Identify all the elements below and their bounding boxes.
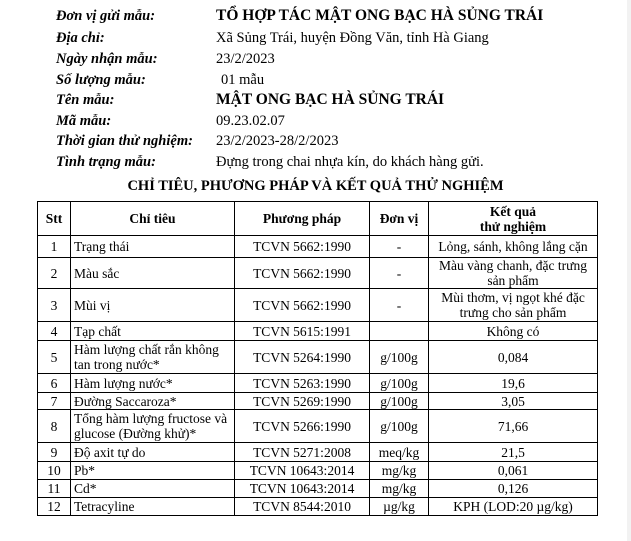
sender-label: Đơn vị gửi mẫu: xyxy=(56,8,156,24)
cell-method: TCVN 5266:1990 xyxy=(235,410,370,443)
sender-value: TỔ HỢP TÁC MẬT ONG BẠC HÀ SỦNG TRÁI xyxy=(216,7,544,24)
cell-unit: - xyxy=(370,236,429,258)
cell-indicator: Tetracyline xyxy=(71,498,235,516)
cell-method: TCVN 5269:1990 xyxy=(235,393,370,410)
cell-stt: 10 xyxy=(38,462,71,480)
quantity-label: Số lượng mẫu: xyxy=(56,72,146,88)
code-row xyxy=(0,111,631,131)
code-value: 09.23.02.07 xyxy=(216,113,285,129)
cell-result: 0,061 xyxy=(429,462,598,480)
cell-method: TCVN 5271:2008 xyxy=(235,443,370,462)
cell-method: TCVN 10643:2014 xyxy=(235,480,370,498)
cell-unit: - xyxy=(370,258,429,289)
table-row xyxy=(38,374,598,393)
table-row xyxy=(38,498,598,516)
cell-stt: 3 xyxy=(38,289,71,322)
cell-method: TCVN 10643:2014 xyxy=(235,462,370,480)
cell-stt: 4 xyxy=(38,322,71,341)
cell-result: Không có xyxy=(429,322,598,341)
cell-unit: mg/kg xyxy=(370,462,429,480)
cell-indicator: Hàm lượng nước* xyxy=(71,374,235,393)
cell-stt: 9 xyxy=(38,443,71,462)
condition-row xyxy=(0,152,631,172)
cell-indicator: Độ axit tự do xyxy=(71,443,235,462)
cell-method: TCVN 5615:1991 xyxy=(235,322,370,341)
page-edge xyxy=(627,0,631,541)
cell-unit: mg/kg xyxy=(370,480,429,498)
header-result-line2: thử nghiệm xyxy=(479,218,547,234)
cell-result: Lỏng, sánh, không lắng cặn xyxy=(429,236,598,258)
cell-indicator: Tổng hàm lượng fructose và glucose (Đường khử)* xyxy=(71,410,235,443)
table-row xyxy=(38,236,598,258)
cell-stt: 11 xyxy=(38,480,71,498)
header-stt: Stt xyxy=(38,202,71,236)
cell-indicator: Tạp chất xyxy=(71,322,235,341)
table-row xyxy=(38,410,598,443)
cell-result: 71,66 xyxy=(429,410,598,443)
received-label: Ngày nhận mẫu: xyxy=(56,51,158,67)
table-row xyxy=(38,289,598,322)
cell-indicator: Hàm lượng chất rắn không tan trong nước* xyxy=(71,341,235,374)
testtime-value: 23/2/2023-28/2/2023 xyxy=(216,133,339,149)
cell-stt: 2 xyxy=(38,258,71,289)
cell-method: TCVN 5263:1990 xyxy=(235,374,370,393)
address-label: Địa chỉ: xyxy=(56,30,105,46)
received-value: 23/2/2023 xyxy=(216,51,275,67)
cell-result: Mùi thơm, vị ngọt khé đặc trưng cho sản phẩm xyxy=(429,289,598,322)
table-row xyxy=(38,443,598,462)
sender-row xyxy=(0,6,631,26)
table-header-row xyxy=(38,202,598,236)
cell-unit: g/100g xyxy=(370,341,429,374)
cell-indicator: Màu sắc xyxy=(71,258,235,289)
table-row xyxy=(38,258,598,289)
cell-method: TCVN 5264:1990 xyxy=(235,341,370,374)
cell-indicator: Trạng thái xyxy=(71,236,235,258)
header-indicator: Chỉ tiêu xyxy=(71,202,235,236)
testtime-row xyxy=(0,131,631,151)
quantity-value: 01 mẫu xyxy=(221,72,265,88)
cell-indicator: Mùi vị xyxy=(71,289,235,322)
cell-stt: 8 xyxy=(38,410,71,443)
cell-stt: 5 xyxy=(38,341,71,374)
header-result xyxy=(429,202,598,236)
cell-result: KPH (LOD:20 µg/kg) xyxy=(429,498,598,516)
cell-result: 19,6 xyxy=(429,374,598,393)
table-row xyxy=(38,480,598,498)
cell-unit xyxy=(370,322,429,341)
cell-method: TCVN 8544:2010 xyxy=(235,498,370,516)
header-unit: Đơn vị xyxy=(370,202,429,236)
cell-result: 21,5 xyxy=(429,443,598,462)
header-result-line1: Kết quả xyxy=(489,203,537,219)
results-table xyxy=(37,201,598,516)
cell-indicator: Pb* xyxy=(71,462,235,480)
address-value: Xã Sủng Trái, huyện Đồng Văn, tỉnh Hà Giang xyxy=(216,30,489,46)
condition-label: Tình trạng mẫu: xyxy=(56,154,156,170)
cell-stt: 1 xyxy=(38,236,71,258)
cell-stt: 6 xyxy=(38,374,71,393)
table-row xyxy=(38,341,598,374)
cell-stt: 12 xyxy=(38,498,71,516)
name-row xyxy=(0,90,631,110)
received-row xyxy=(0,49,631,69)
cell-result: 0,126 xyxy=(429,480,598,498)
cell-method: TCVN 5662:1990 xyxy=(235,289,370,322)
name-label: Tên mẫu: xyxy=(56,92,115,108)
address-row xyxy=(0,28,631,48)
cell-result: Màu vàng chanh, đặc trưng sản phẩm xyxy=(429,258,598,289)
cell-indicator: Đường Saccaroza* xyxy=(71,393,235,410)
cell-unit: g/100g xyxy=(370,410,429,443)
table-row xyxy=(38,393,598,410)
table-row xyxy=(38,462,598,480)
testtime-label: Thời gian thử nghiệm: xyxy=(56,133,193,149)
name-value: MẬT ONG BẠC HÀ SỦNG TRÁI xyxy=(216,91,445,108)
cell-method: TCVN 5662:1990 xyxy=(235,236,370,258)
header-method: Phương pháp xyxy=(235,202,370,236)
cell-result: 0,084 xyxy=(429,341,598,374)
condition-value: Đựng trong chai nhựa kín, do khách hàng gửi. xyxy=(216,154,484,170)
table-row xyxy=(38,322,598,341)
cell-unit: meq/kg xyxy=(370,443,429,462)
cell-method: TCVN 5662:1990 xyxy=(235,258,370,289)
cell-unit: g/100g xyxy=(370,374,429,393)
cell-stt: 7 xyxy=(38,393,71,410)
cell-unit: - xyxy=(370,289,429,322)
cell-unit: µg/kg xyxy=(370,498,429,516)
code-label: Mã mẫu: xyxy=(56,113,112,129)
cell-indicator: Cd* xyxy=(71,480,235,498)
cell-result: 3,05 xyxy=(429,393,598,410)
quantity-row xyxy=(0,70,631,90)
results-heading: CHỈ TIÊU, PHƯƠNG PHÁP VÀ KẾT QUẢ THỬ NGHIỆM xyxy=(127,178,504,194)
cell-unit: g/100g xyxy=(370,393,429,410)
